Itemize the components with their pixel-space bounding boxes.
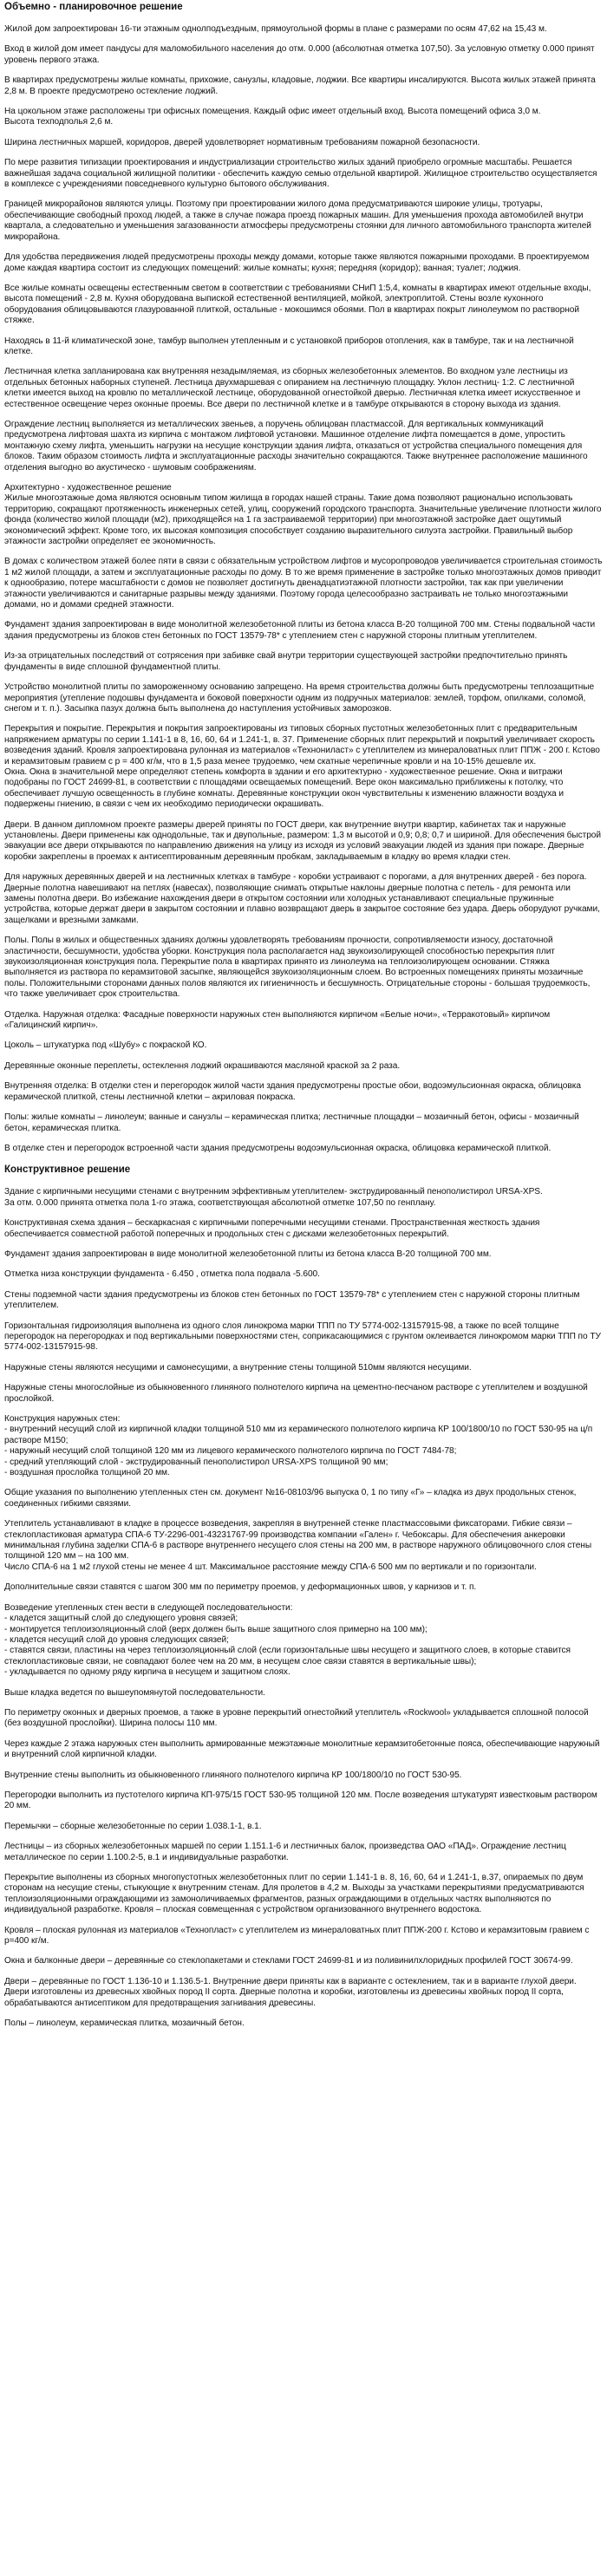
paragraph: По периметру оконных и дверных проемов, а также в уровне перекрытий огнестойкий утеплитель «Rockwool» укладывается сплошной полосой (без воздушной прослойки). Ширина полосы 110 мм. <box>4 1707 589 1729</box>
paragraph: - воздушная прослойка толщиной 20 мм. <box>4 1468 170 1478</box>
paragraph: Деревянные оконные переплеты, остеклення лоджий окрашиваются масляной краской за 2 раза. <box>4 1060 401 1071</box>
paragraph: Перекрытие выполнены из сборных многопустотных железобетонных плит по серии 1.141-1 в. 8, 16, 60, 64 и 1.241-1, в.37, опираемых по двум сторонам на несущие стены, стыкующие к внутренним стенам. Для пролетов в 4,2 м. Выходы за участками перекрытиями предусматриваются теплоизоляционными ограждающими из замоноличиваемых фрагментов, разных ограждающими в отдельных частях выполняются по индивидуальной разработке. Кровля – плоская совмещенная с устройством организованного внутреннего водостока. <box>4 1873 584 1915</box>
section-heading-structural: Конструктивное решение <box>4 1164 131 1176</box>
paragraph: Горизонтальная гидроизоляция выполнена из одного слоя линокрома марки ТПП по ТУ 5774-002-13157915-98, а также по всей толщине перегородок на перегородках и под вертикальными поверхностями стен, соприкасающимися с грунтом оклеивается линокромом марки ТПП по ТУ 5774-002-13157915-98. <box>4 1321 601 1353</box>
paragraph: Отделка. Наружная отделка: Фасадные поверхности наружных стен выполняются кирпичом «Белые ночи», «Терракотовый» кирпичом «Галицинский кирпич». <box>4 1009 551 1031</box>
paragraph: Полы. Полы в жилых и общественных зданиях должны удовлетворять требованиям прочности, сопротивляемости износу, достаточной эластичности, бесшумности, удобства уборки. Конструкция пола располагается над звукоизолирующей способностью перекрытия плит звукоизоляционная конструкция пола. Перекрытие пола в квартирах принято из линолеума на теплоизолирующем основании. Стяжка выполняется из раствора по керамзитовой засыпке, являющейся звукоизоляционным слоем. Во встроенных помещениях приняты мозаичные полы. Положительными сторонами данных полов являются их гигиеничность и бесшумность. Отрицательные стороны - большая трудоемкость, что также увеличивает срок строительства. <box>4 936 591 1000</box>
section-planning <box>4 1 603 1154</box>
paragraph: - внутренний несущий слой из кирпичной кладки толщиной 510 мм из керамического полнотелого кирпича КР 100/1800/10 по ГОСТ 530-95 на ц/п растворе М150; <box>4 1425 593 1445</box>
section-heading-planning: Объемно - планировочное решение <box>4 2 183 12</box>
paragraph: Цоколь – штукатурка под «Шубу» с покраской КО. <box>4 1040 207 1051</box>
paragraph: - укладывается по одному ряду кирпича в несущем и защитном слоях. <box>4 1667 290 1678</box>
paragraph: Лестницы – из сборных железобетонных маршей по серии 1.151.1-6 и лестничных балок, произведства ОАО «ПАД». Ограждение лестниц металлическое по серии 1.100.2-5, в.1 и индивидуальные разработки. <box>4 1842 566 1862</box>
paragraph: - кладется защитный слой до следующего уровня связей; <box>4 1614 238 1624</box>
paragraph: Общие указания по выполнению утепленных стен см. документ №16-08103/96 выпуска 0, 1 по типу «Г» – кладка из двух продольных стенок, соединенных гибкими связями. <box>4 1488 577 1509</box>
paragraph: Находясь в 11-й климатической зоне, тамбур выполнен утепленным и с установкой приборов отопления, как в тамбуре, так и на лестничной клетке. <box>4 336 574 356</box>
paragraph: Полы – линолеум, керамическая плитка, мозаичный бетон. <box>4 2018 245 2029</box>
paragraph: Конструкция наружных стен: <box>4 1414 121 1424</box>
paragraph: - монтируется теплоизоляционный слой (верх должен быть выше защитного слоя примерно на 100 мм); <box>4 1624 428 1634</box>
paragraph: Через каждые 2 этажа наружных стен выполнить армированные межэтажные монолитные керамзитобетонные пояса, обеспечивающие наружный и внутренний слой кирпичной кладки. <box>4 1738 600 1760</box>
paragraph: Число СПА-6 на 1 м2 глухой стены не менее 4 шт. Максимальное расстояние между СПА-6 500 мм по вертикали и по горизонтали. <box>4 1562 537 1572</box>
paragraph: В домах с количеством этажей более пяти в связи с обязательным устройством лифтов и мусоропроводов увеличивается строительная стоимость 1 м2 жилой площади, а затем и эксплуатационные расходы по дому. В то же время применение в застройке только многоэтажных домов приводит к однообразию, потере масштабности с домов не позволяет достигнуть двенадцатиэтажной плотности застройки, так как при увеличении этажности увеличиваются и санитарные разрывы между зданиями. Поэтому города целесообразно застраивать не только многоэтажными домами, но и домами средней этажности. <box>4 557 603 610</box>
paragraph: Перекрытия и покрытие. Перекрытия и покрытия запроектированы из типовых сборных пустотных железобетонных плит с предварительным напряжением арматуры по серии 1.141-1 в 8, 16, 60, 64 и 1.241-1, в. 37. Применение сборных плит перекрытий и покрытий увеличивает скорость возведения зданий. Кровля запроектирована рулонная из материалов «Технониласт» с утеплителем из минераловатных плит ППЖ - 200 г. Кстово и керамзитовым гравием с р = 400 кг/м, что в 1,5 раза менее трудоемко, чем скатные черепичные кровли и на 10-15% дешевле их. <box>4 724 600 766</box>
paragraph: Все жилые комнаты освещены естественным светом в соответствии с требованиями СНиП 1:5,4, комнаты в квартирах имеют отдельные входы, высота помещений - 2,8 м. Кухня оборудована выпиской естественной вентиляцией, мойкой, электроплитой. Стены возле кухонного оборудования облицовываются глазурованной плиткой, остальные - мокошимся обоями. Пол в квартирах покрыт линолеумом по растворной стяжке. <box>4 283 591 326</box>
paragraph: В отделке стен и перегородок встроенной части здания предусмотрены водоэмульсионная окраска, облицовка керамической плиткой. <box>4 1143 552 1153</box>
paragraph: Архитектурно - художественное решение <box>4 483 172 492</box>
paragraph: Наружные стены являются несущими и самонесущими, а внутренние стены толщиной 510мм являются несущими. <box>4 1362 472 1373</box>
paragraph: Кровля – плоская рулонная из материалов «Технопласт» с утеплителем из минераловатных плит ППЖ-200 г. Кстово и керамзитовым гравием с р=400 кг/м. <box>4 1925 590 1947</box>
paragraph: Утеплитель устанавливают в кладке в процессе возведения, закрепляя в внутренней стенке пластмассовыми фиксаторами. Гибкие связи – стеклопластиковая арматура СПА-6 ТУ-2296-001-43231767-99 производства компании «Гален» г. Чебоксары. Для обеспечения анкеровки минимальная глубина заделки СПА-6 в растворе внутреннего несущего слоя стены на 200 мм, в растворе наружного облицовочного слоя стены толщиной 120 мм – на 100 мм. <box>4 1519 592 1562</box>
paragraph: Дополнительные связи ставятся с шагом 300 мм по периметру проемов, у деформационных швов, у карнизов и т. п. <box>4 1582 477 1593</box>
paragraph: Возведение утепленных стен вести в следующей последовательности: <box>4 1602 293 1613</box>
paragraph: На цокольном этаже расположены три офисных помещения. Каждый офис имеет отдельный вход. Высота помещений офиса 3,0 м. <box>4 107 541 117</box>
paragraph: Окна и балконные двери – деревянные со стеклопакетами и стеклами ГОСТ 24699-81 и из поливинилхлоридных профилей ГОСТ 30674-99. <box>4 1956 573 1966</box>
paragraph: Перемычки – сборные железобетонные по серии 1.038.1-1, в.1. <box>4 1821 262 1831</box>
paragraph: Фундамент здания запроектирован в виде монолитной железобетонной плиты из бетона класса В-20 толщиной 700 мм. <box>4 1249 492 1259</box>
paragraph: Внутренние стены выполнить из обыкновенного глиняного полнотелого кирпича КР 100/1800/10 по ГОСТ 530-95. <box>4 1770 462 1780</box>
paragraph: Фундамент здания запроектирован в виде монолитной железобетонной плиты из бетона класса В-20 толщиной 700 мм. Стены подвальной части здания предусмотрены из блоков стен бетонных по ГОСТ 13579-78* с утеплением стен с наружной стороны плитным утеплителем. <box>4 620 596 641</box>
paragraph: Устройство монолитной плиты по замороженному основанию запрещено. На время строительства должны быть предусмотрены теплозащитные мероприятия (утепление подошвы фундамента и боковой поверхности одним из подручных материалов: землей, торфом, опилками, соломой, снегом и т. п.). Засыпка пазух должна быть выполнена до наступления устойчивых заморозков. <box>4 682 595 714</box>
paragraph: Ограждение лестниц выполняется из металлических звеньев, а поручень облицован пластмассой. Для вертикальных коммуникаций предусмотрена лифтовая шахта из кирпича с монтажом лифтовой установки. Машинное отделение лифта помещается в доме, упростить монтажную схему лифта, уменьшить нагрузки на несущие конструкции здания лифта, отказаться от устройства специального помещения для блоков. Таким образом стоимость лифта и эксплуатационные расходы значительно сокращаются. Также внутреннее расположение машинного отделения выгодно во акустическо - шумовым соображениям. <box>4 419 588 473</box>
paragraph: Окна. Окна в значительной мере определяют степень комфорта в здании и его архитектурно - художественное решение. Окна и витражи подобраны по ГОСТ 24699-81, в соответствии с площадями освещаемых помещений. Вере окон максимально приближены к потолку, что обеспечивает лучшую освещенность в глубине комнаты. Деревянные конструкции окон чувствительны к изменению влажности воздуха и подвержены гниению, в связи с чем их необходимо периодически окрашивать. <box>4 766 565 810</box>
paragraph: Жилые многоэтажные дома являются основным типом жилища в городах нашей страны. Такие дома позволяют рационально использовать территорию, сокращают протяженность инженерных сетей, улиц, сооружений городского транспорта. Значительные увеличение плотности жилого фонда (количество жилой площади (м2), приходящейся на 1 га застраиваемой территории) при многоэтажной застройке дает ощутимый экономический эффект. Кроме того, их высокая композиция способствует созданию выразительного силуэта застройки. Правильный выбор этажности застройки определяет ее экономичность. <box>4 493 602 547</box>
paragraph: Ширина лестничных маршей, коридоров, дверей удовлетворяет нормативным требованиям пожарной безопасности. <box>4 137 480 147</box>
section-body-planning <box>4 24 603 1154</box>
paragraph: Из-за отрицательных последствий от сотрясения при забивке свай внутри территории существующей застройки предпочтительно принять фундаменты в виде сплошной фундаментной плиты. <box>4 651 568 672</box>
paragraph: Границей микрорайонов являются улицы. Поэтому при проектировании жилого дома предусматриваются широкие улицы, тротуары, обеспечивающие свободный проход людей, а также в случае пожара проезд пожарных машин. Для уменьшения прохода автомобилей внутри квартала, а следовательно и уменьшения загазованности атмосферы предусмотрены стоянки для личного автомобильного транспорта жителей микрорайона. <box>4 199 591 242</box>
paragraph: Выше кладка ведется по вышеупомянутой последовательности. <box>4 1687 265 1698</box>
paragraph: Наружные стены многослойные из обыкновенного глиняного полнотелого кирпича на цементно-песчаном растворе с утеплителем и воздушной прослойкой. <box>4 1383 588 1404</box>
paragraph: Отметка низа конструкции фундамента - 6.450 , отметка пола подвала -5.600. <box>4 1269 320 1280</box>
paragraph: Для наружных деревянных дверей и на лестничных клетках в тамбуре - коробки устраивают с порогами, а для внутренних дверей - без порога. Дверные полотна навешивают на петлях (навесах), позволяющие снимать открытые наклоны дверные полотна с петель - для ремонта или замены полотна двери. Во избежание нахождения двери в открытом состоянии или холодных устанавливают специальные пружинные устройства, которые держат двери в закрытом состоянии и плавно возвращают дверь в закрытое состояние без удара. Дверь оборудуют ручками, защелками и врезными замками. <box>4 872 600 925</box>
paragraph: Жилой дом запроектирован 16-ти этажным однолподъездным, прямоугольной формы в плане с размерами по осям 47,62 на 15,43 м. <box>4 24 547 34</box>
paragraph: Лестничная клетка запланирована как внутренняя незадымляемая, из сборных железобетонных элементов. Во входном узле лестницы из отдельных бетонных наборных ступеней. Лестница двухмаршевая с опиранием на лестничную площадку. Уклон лестниц- 1:2. С лестничной клетки имеется выход на кровлю по металлической лестнице, оборудованной огнестойкой дверью. Лестничная клетка имеет искусственное и естественное освещение через оконные проемы. Все двери по лестничной клетке и в тамбуре открываются в сторону выхода из здания. <box>4 367 581 409</box>
paragraph: Высота техподполья 2,6 м. <box>4 117 114 127</box>
paragraph: Здание с кирпичными несущими стенами с внутренним эффективным утеплителем- экструдированный пенополистирол URSA-XPS. <box>4 1187 543 1197</box>
paragraph: Вход в жилой дом имеет пандусы для маломобильного населения до отм. 0.000 (абсолютная отметка 107,50). За условную отметку 0.000 принят уровень первого этажа. <box>4 44 595 65</box>
section-structural <box>4 1164 603 2029</box>
paragraph: Конструктивная схема здания – бескаркасная с кирпичными поперечными несущими стенами. Пространственная жесткость здания обеспечивается совместной работой поперечных и продольных стен с дисками железобетонных перекрытий. <box>4 1218 540 1239</box>
paragraph: Перегородки выполнить из пустотелого кирпича КП-975/15 ГОСТ 530-95 толщиной 120 мм. После возведения штукатурят известковым раствором 20 мм. <box>4 1790 597 1811</box>
paragraph: По мере развития типизации проектирования и индустриализации строительство жилых зданий приобрело огромные масштабы. Решается важнейшая задача социальной жилищной политики - обеспечить каждую семью отдельной квартирой. Жилищное строительство осуществляется в комплексе с учреждениями повседневного культурно бытового обслуживания. <box>4 158 597 190</box>
paragraph: За отм. 0.000 принята отметка пола 1-го этажа, соответствующая абсолютной отметке 107,50 по генплану. <box>4 1197 436 1208</box>
section-body-structural <box>4 1187 603 2029</box>
paragraph: - наружный несущий слой толщиной 120 мм из лицевого керамического полнотелого кирпича по ГОСТ 7484-78; <box>4 1446 457 1457</box>
paragraph: Внутренняя отделка: В отделки стен и перегородок жилой части здания предусмотрены простые обои, водоэмульсионная окраска, облицовка керамической плиткой, стены лестничной клетки – акриловая покраска. <box>4 1081 581 1102</box>
paragraph: Двери. В данном дипломном проекте размеры дверей приняты по ГОСТ двери, как внутренние внутри квартир, кабинетах так и наружные установлены. Двери применены как однодольные, так и двупольные, размером: 1,3 м высотой и 0,9; 0,8; 0,7 и шириной. Для обеспечения быстрой эвакуации все двери открываются по направлению движения на улицу из исходя из условий эвакуации людей из здания при пожаре. Дверные коробки закреплены в проемах к антисептированным деревянным пробкам, закладываемым в кладку во время кладки стен. <box>4 819 601 862</box>
paragraph: В квартирах предусмотрены жилые комнаты, прихожие, санузлы, кладовые, лоджии. Все квартиры инсалируются. Высота жилых этажей принята 2,8 м. В проекте предусмотрено остекление лоджий. <box>4 75 596 96</box>
paragraph: - ставятся связи, пластины на через теплоизоляционный слой (если горизонтальные швы несущего и защитного слоев, в которые ставится стеклопластиковые связи, не совпадают более чем на 20 мм, в несущем слое связи ставятся в вертикальные швы); <box>4 1646 571 1666</box>
paragraph: Полы: жилые комнаты – линолеум; ванные и санузлы – керамическая плитка; лестничные площадки – мозаичный бетон, офисы - мозаичный бетон, керамическая плитка. <box>4 1112 579 1133</box>
paragraph: - средний утепляющий слой - экструдированный пенополистирол URSA-XPS толщиной 90 мм; <box>4 1457 388 1467</box>
paragraph: Двери – деревянные по ГОСТ 1.136-10 и 1.136.5-1. Внутренние двери приняты как в варианте с остеклением, так и в варианте глухой двери. Двери изготовлены из древесных хвойных пород II сорта. Дверные полотна и коробки, изготовлены из древесины хвойных пород II сорта, обрабатываются антисептиком для предотвращения загнивания древесины. <box>4 1976 577 2008</box>
paragraph: - кладется несущий слой до уровня следующих связей; <box>4 1634 229 1645</box>
paragraph: Стены подземной части здания предусмотрены из блоков стен бетонных по ГОСТ 13579-78* с утеплением стен с наружной стороны плитным утеплителем. <box>4 1289 580 1311</box>
paragraph: Для удобства передвижения людей предусмотрены проходы между домами, которые также являются пожарными проходами. В проектируемом доме каждая квартира состоит из следующих помещений: жилые комнаты; кухня; передняя (коридор); ванная; туалет; лоджия. <box>4 252 590 273</box>
